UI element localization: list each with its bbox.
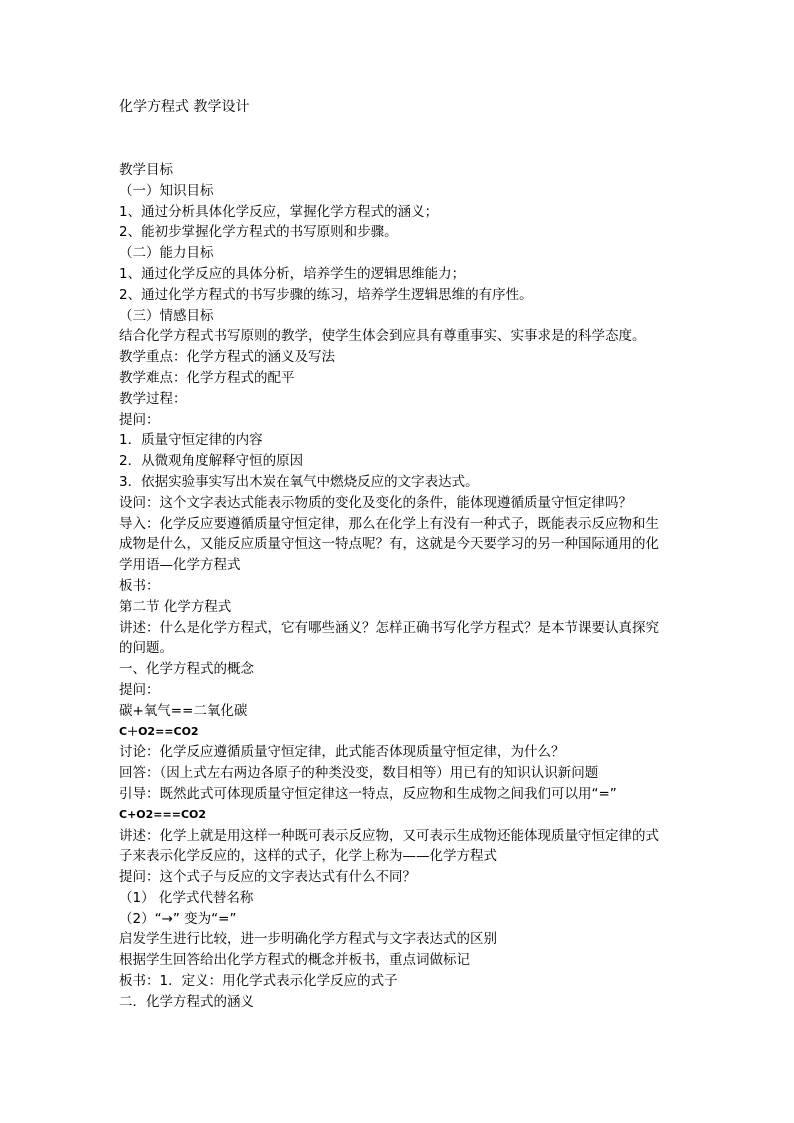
text-line: 提问： (119, 681, 160, 698)
formula-line: C+O2===CO2 (119, 807, 207, 821)
text-line: 讲述：化学上就是用这样一种既可表示反应物，又可表示生成物还能体现质量守恒定律的式 (119, 827, 659, 844)
text-line: 根据学生回答给出化学方程式的概念并板书，重点词做标记 (119, 952, 470, 969)
text-line: 第二节 化学方程式 (119, 598, 232, 615)
text-line: 子来表示化学反应的，这样的式子，化学上称为——化学方程式 (119, 848, 497, 865)
text-line: （二）能力目标 (119, 245, 214, 262)
text-line: 提问： (119, 411, 160, 428)
text-line: 导入：化学反应要遵循质量守恒定律，那么在化学上有没有一种式子，既能表示反应物和生 (119, 515, 659, 532)
document-title: 化学方程式 教学设计 (119, 99, 250, 115)
text-line: 启发学生进行比较，进一步明确化学方程式与文字表达式的区别 (119, 931, 497, 948)
text-line: 2、通过化学方程式的书写步骤的练习，培养学生逻辑思维的有序性。 (119, 286, 533, 303)
text-line: 教学重点：化学方程式的涵义及写法 (119, 349, 335, 366)
text-line: 教学过程： (119, 390, 187, 407)
text-line: 提问：这个式子与反应的文字表达式有什么不同？ (119, 869, 416, 886)
text-line: 的问题。 (119, 640, 173, 657)
text-line: 板书：1．定义：用化学式表示化学反应的式子 (119, 973, 398, 990)
text-line: 3．依据实验事实写出木炭在氧气中燃烧反应的文字表达式。 (119, 473, 479, 490)
text-line: （三）情感目标 (119, 307, 214, 324)
text-line: 成物是什么，又能反应质量守恒这一特点呢？有，这就是今天要学习的另一种国际通用的化 (119, 536, 659, 553)
text-line: 板书： (119, 577, 160, 594)
text-line: 一、化学方程式的概念 (119, 661, 254, 678)
text-line: 2、能初步掌握化学方程式的书写原则和步骤。 (119, 224, 398, 241)
formula-line: C＋O2==CO2 (119, 724, 199, 738)
text-line: 讨论：化学反应遵循质量守恒定律，此式能否体现质量守恒定律，为什么？ (119, 744, 565, 761)
text-line: （一）知识目标 (119, 182, 214, 199)
text-line: 教学难点：化学方程式的配平 (119, 369, 295, 386)
document-body (119, 160, 679, 1013)
text-line: 教学目标 (119, 162, 173, 178)
text-line: 二．化学方程式的涵义 (119, 993, 254, 1010)
text-line: 1．质量守恒定律的内容 (119, 432, 263, 449)
text-line: 结合化学方程式书写原则的教学，使学生体会到应具有尊重事实、实事求是的科学态度。 (119, 328, 646, 345)
text-line: 回答：（因上式左右两边各原子的种类没变，数目相等）用已有的知识认识新问题 (119, 765, 599, 782)
text-line: （1） 化学式代替名称 (119, 889, 254, 906)
text-line: 2．从微观角度解释守恒的原因 (119, 453, 304, 470)
text-line: 1、通过化学反应的具体分析，培养学生的逻辑思维能力； (119, 265, 466, 282)
text-line: （2）“→” 变为“=” (119, 910, 237, 927)
text-line: 设问：这个文字表达式能表示物质的变化及变化的条件，能体现遵循质量守恒定律吗？ (119, 494, 632, 511)
text-line: 碳+氧气==二氧化碳 (119, 702, 248, 719)
text-line: 引导：既然此式可体现质量守恒定律这一特点，反应物和生成物之间我们可以用“=” (119, 785, 617, 802)
text-line: 讲述：什么是化学方程式，它有哪些涵义？怎样正确书写化学方程式？是本节课要认真探究 (119, 619, 659, 636)
text-line: 1、通过分析具体化学反应，掌握化学方程式的涵义； (119, 203, 439, 220)
text-line: 学用语—化学方程式 (119, 557, 241, 574)
